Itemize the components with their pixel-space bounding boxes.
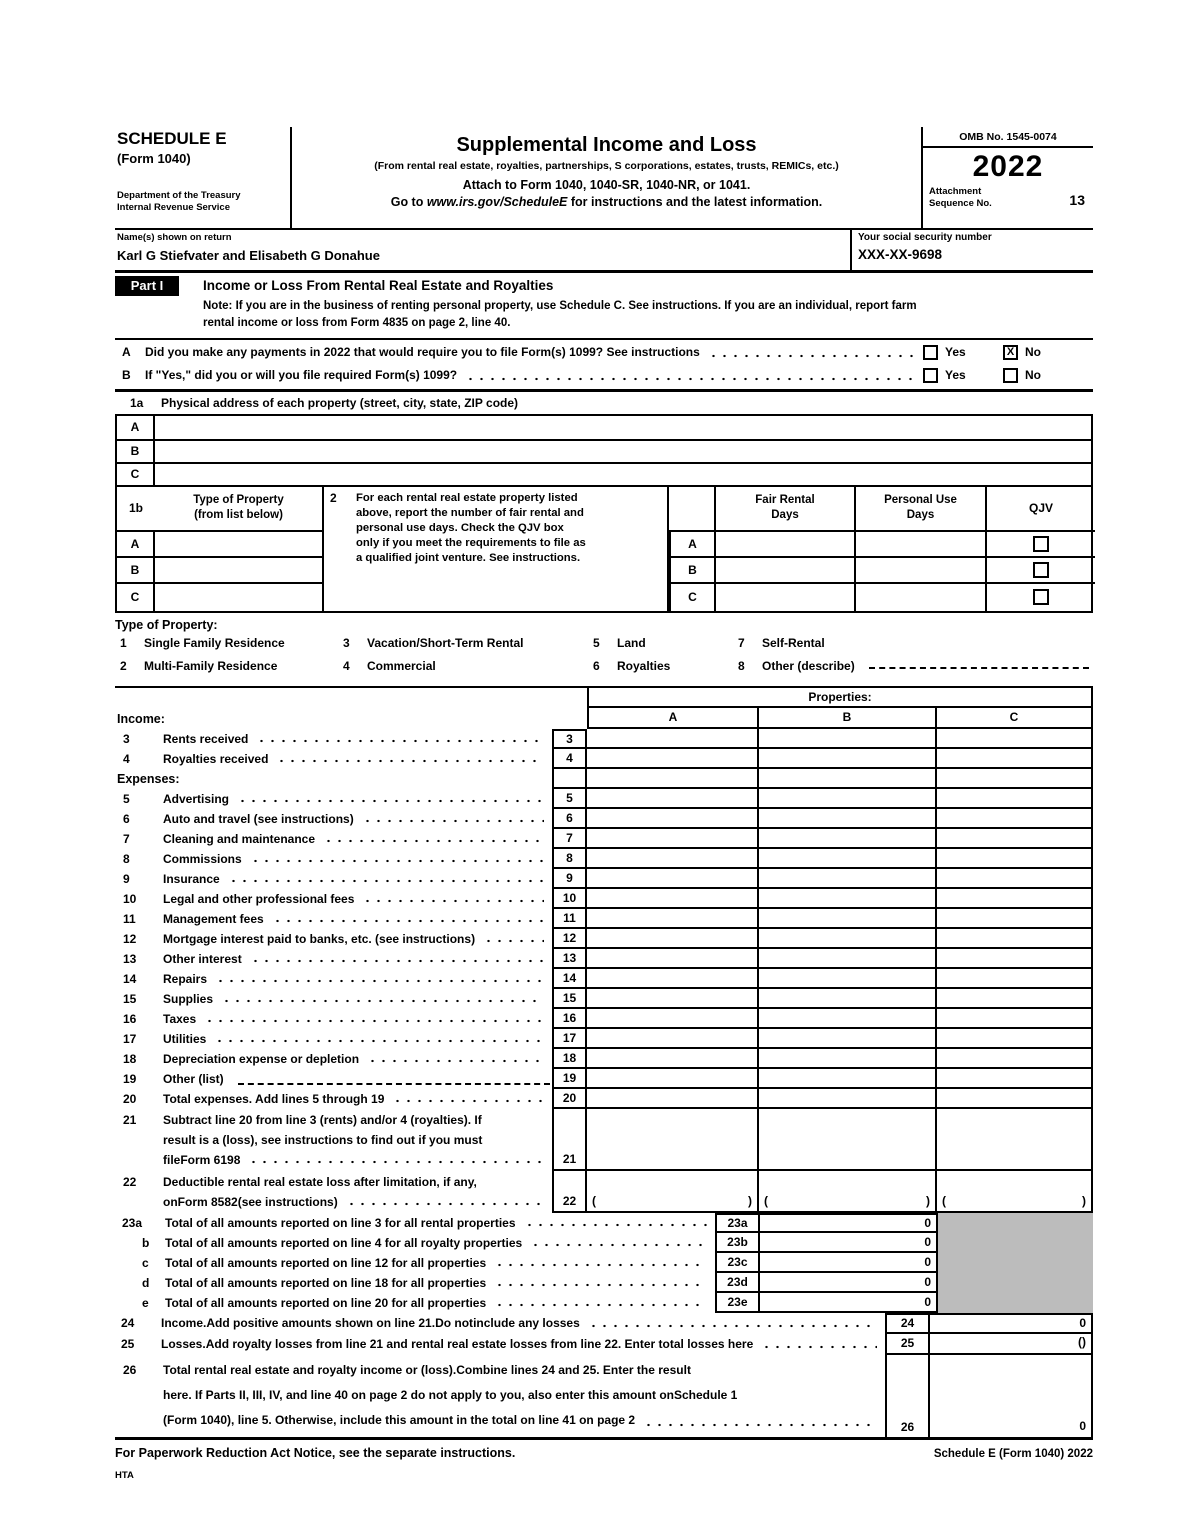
line-label: d Total of all amounts reported on line 18 for all properties	[115, 1273, 715, 1293]
property-row-letter: A	[117, 532, 155, 558]
line20-a-input[interactable]	[587, 1089, 757, 1109]
address-b-input[interactable]	[155, 441, 1091, 462]
line-number-box: 3	[552, 729, 587, 749]
line17-b-input[interactable]	[757, 1029, 935, 1049]
questions-block	[115, 340, 1093, 392]
line-label: 3 Rents received	[115, 729, 552, 749]
type-b-input[interactable]	[155, 558, 322, 584]
line-label: 8 Commissions	[115, 849, 552, 869]
line16-b-input[interactable]	[757, 1009, 935, 1029]
line13-a-input[interactable]	[587, 949, 757, 969]
legend-item: 3 Vacation/Short-Term Rental	[343, 635, 524, 650]
total-23a-value: 0	[760, 1213, 938, 1233]
line1b-number: 1b	[117, 487, 155, 532]
line6-b-input[interactable]	[757, 809, 935, 829]
type-legend	[115, 613, 1093, 688]
part1-badge: Part I	[115, 276, 179, 296]
line18-c-input[interactable]	[935, 1049, 1093, 1069]
line15-a-input[interactable]	[587, 989, 757, 1009]
line-label: 12 Mortgage interest paid to banks, etc. (see instructions)	[115, 929, 552, 949]
properties-table	[115, 688, 1093, 1213]
line1a-header	[115, 392, 1093, 416]
table-row	[117, 416, 1091, 439]
line-label: 20 Total expenses. Add lines 5 through 19	[115, 1089, 552, 1109]
tax-year: 2022	[972, 150, 1044, 183]
type-of-property-header: Type of Property (from list below)	[155, 487, 322, 532]
line-number-box: 23b	[715, 1233, 760, 1253]
schedule-label: SCHEDULE E	[117, 129, 227, 148]
line-number-box: 25	[885, 1334, 930, 1355]
line-number-box: 22	[552, 1171, 587, 1213]
spacer-cell	[935, 769, 1093, 789]
line14-a-input[interactable]	[587, 969, 757, 989]
line19-c-input[interactable]	[935, 1069, 1093, 1089]
line24-value: 0	[930, 1313, 1093, 1334]
goto-instruction: Go to www.irs.gov/ScheduleE for instructions and the latest information.	[390, 195, 823, 209]
spacer-cell	[757, 769, 935, 789]
line19-a-input[interactable]	[587, 1069, 757, 1089]
address-row-letter: B	[117, 441, 155, 462]
line-number-box: 23d	[715, 1273, 760, 1293]
line-number-box: 15	[552, 989, 587, 1009]
line-number-box: 10	[552, 889, 587, 909]
column-a-header: A	[587, 708, 757, 729]
line-number-box: 8	[552, 849, 587, 869]
line14-b-input[interactable]	[757, 969, 935, 989]
line21-b-input[interactable]	[757, 1109, 935, 1171]
legend-item: 6 Royalties	[593, 658, 671, 673]
line20-c-input[interactable]	[935, 1089, 1093, 1109]
other-describe-input[interactable]	[869, 667, 1089, 669]
line6-a-input[interactable]	[587, 809, 757, 829]
type-a-input[interactable]	[155, 532, 322, 558]
line-number-box: 14	[552, 969, 587, 989]
totals-24-26-table	[115, 1313, 1093, 1440]
qjv-header: QJV	[985, 487, 1095, 532]
line9-a-input[interactable]	[587, 869, 757, 889]
qjv-checkbox-a[interactable]	[1033, 536, 1049, 552]
line-label: b Total of all amounts reported on line 4 for all royalty properties	[115, 1233, 715, 1253]
line8-b-input[interactable]	[757, 849, 935, 869]
total-23e-value: 0	[760, 1293, 938, 1313]
line-number-box: 24	[885, 1313, 930, 1334]
line-label: e Total of all amounts reported on line 20 for all properties	[115, 1293, 715, 1313]
yes-checkbox-b[interactable]	[923, 368, 938, 383]
line17-a-input[interactable]	[587, 1029, 757, 1049]
line-label: 5 Advertising	[115, 789, 552, 809]
line-number-box: 20	[552, 1089, 587, 1109]
line22-c-input[interactable]: ( )	[935, 1171, 1093, 1213]
part1-header	[115, 274, 1093, 297]
line3-c-input[interactable]	[935, 729, 1093, 749]
qjv-cell	[985, 584, 1095, 611]
line12-a-input[interactable]	[587, 929, 757, 949]
line17-c-input[interactable]	[935, 1029, 1093, 1049]
line-number-box: 16	[552, 1009, 587, 1029]
spacer-cell	[587, 769, 757, 789]
legend-item: 8 Other (describe)	[738, 659, 1091, 673]
line-number-box: 9	[552, 869, 587, 889]
hta-mark: HTA	[115, 1469, 134, 1481]
address-row-letter: C	[117, 464, 155, 485]
line1a-number: 1a	[130, 395, 144, 410]
line22-b-input[interactable]: ( )	[757, 1171, 935, 1213]
line-label: 4 Royalties received	[115, 749, 552, 769]
fair-rental-days-b-input[interactable]	[714, 558, 854, 584]
line15-b-input[interactable]	[757, 989, 935, 1009]
line24-label: 24 Income. Add positive amounts shown on line 21. Do not include any losses	[115, 1313, 885, 1334]
line10-a-input[interactable]	[587, 889, 757, 909]
line-number-box	[552, 769, 587, 789]
spacer-cell	[669, 487, 714, 532]
line-label: 23a Total of all amounts reported on line 3 for all rental properties	[115, 1213, 715, 1233]
paperwork-notice: For Paperwork Reduction Act Notice, see the separate instructions.	[115, 1445, 516, 1460]
personal-use-days-header: Personal Use Days	[854, 487, 985, 532]
total-23b-value: 0	[760, 1233, 938, 1253]
sequence-number: 13	[1069, 192, 1085, 209]
line9-c-input[interactable]	[935, 869, 1093, 889]
line-number-box: 12	[552, 929, 587, 949]
line-label: 10 Legal and other professional fees	[115, 889, 552, 909]
form-title-block	[292, 127, 921, 228]
totals-23-table	[115, 1213, 1093, 1313]
property-row-letter: C	[669, 584, 714, 611]
line-label: 17 Utilities	[115, 1029, 552, 1049]
form-id-block	[115, 127, 292, 228]
line-number-box: 6	[552, 809, 587, 829]
line4-b-input[interactable]	[757, 749, 935, 769]
line-number-box: 18	[552, 1049, 587, 1069]
line-label: 11 Management fees	[115, 909, 552, 929]
line1a-label: Physical address of each property (street, city, state, ZIP code)	[161, 395, 519, 410]
form-title: Supplemental Income and Loss	[456, 134, 757, 156]
line25-label: 25 Losses. Add royalty losses from line 21 and rental real estate losses from line 22. Enter total losses here	[115, 1334, 885, 1355]
line11-b-input[interactable]	[757, 909, 935, 929]
line3-a-input[interactable]	[587, 729, 757, 749]
type-c-input[interactable]	[155, 584, 322, 611]
line-label: 9 Insurance	[115, 869, 552, 889]
column-b-header: B	[757, 708, 935, 729]
form-footer	[115, 1446, 1093, 1460]
question-b-row	[115, 364, 1093, 387]
line6-c-input[interactable]	[935, 809, 1093, 829]
properties-header: Properties:	[587, 688, 1093, 708]
attach-instruction: Attach to Form 1040, 1040-SR, 1040-NR, or 1041.	[462, 178, 751, 192]
line1b-table	[115, 487, 1093, 613]
question-a-no: X No	[1003, 345, 1065, 360]
question-a-letter: A	[122, 345, 131, 359]
property-row-letter: B	[117, 558, 155, 584]
ssn-label: Your social security number	[858, 232, 992, 243]
line11-a-input[interactable]	[587, 909, 757, 929]
line-number-box: 23a	[715, 1213, 760, 1233]
line9-b-input[interactable]	[757, 869, 935, 889]
ssn-block	[850, 230, 1093, 270]
column-c-header: C	[935, 708, 1093, 729]
line4-a-input[interactable]	[587, 749, 757, 769]
line4-c-input[interactable]	[935, 749, 1093, 769]
attachment-sequence: Attachment Sequence No. 13	[929, 186, 1085, 209]
line19-b-input[interactable]	[757, 1069, 935, 1089]
line26-value: 0	[930, 1355, 1093, 1437]
line7-a-input[interactable]	[587, 829, 757, 849]
total-23d-value: 0	[760, 1273, 938, 1293]
line10-b-input[interactable]	[757, 889, 935, 909]
question-b-yes: Yes	[923, 368, 1003, 383]
dot-leader	[708, 341, 915, 364]
yes-checkbox-a[interactable]	[923, 345, 938, 360]
line-number-box: 23c	[715, 1253, 760, 1273]
line-number-box: 11	[552, 909, 587, 929]
expenses-section-label: Expenses:	[117, 771, 180, 786]
total-23c-value: 0	[760, 1253, 938, 1273]
line21-label: 21 Subtract line 20 from line 3 (rents) and/or 4 (royalties). If result is a (loss), see instructions to find out if you must file Form 6198	[115, 1109, 552, 1171]
line13-c-input[interactable]	[935, 949, 1093, 969]
legend-title: Type of Property:	[115, 617, 218, 632]
personal-use-days-a-input[interactable]	[854, 532, 985, 558]
taxpayer-name[interactable]: Karl G Stiefvater and Elisabeth G Donahue	[117, 248, 380, 263]
line-number-box: 13	[552, 949, 587, 969]
address-c-input[interactable]	[155, 464, 1091, 485]
table-row	[117, 439, 1091, 462]
line-label: 6 Auto and travel (see instructions)	[115, 809, 552, 829]
line-label: c Total of all amounts reported on line 12 for all properties	[115, 1253, 715, 1273]
qjv-checkbox-b[interactable]	[1033, 562, 1049, 578]
line-label: 16 Taxes	[115, 1009, 552, 1029]
name-block	[115, 230, 850, 270]
line5-b-input[interactable]	[757, 789, 935, 809]
line18-b-input[interactable]	[757, 1049, 935, 1069]
line-label: 15 Supplies	[115, 989, 552, 1009]
line7-b-input[interactable]	[757, 829, 935, 849]
legend-item: 5 Land	[593, 635, 646, 650]
line15-c-input[interactable]	[935, 989, 1093, 1009]
part1-note: Note: If you are in the business of renting personal property, use Schedule C. See instructions. If you are an individual, report farm rental income or loss from Form 4835 on page 2, line 40.	[115, 297, 1093, 340]
fair-rental-days-a-input[interactable]	[714, 532, 854, 558]
omb-number: OMB No. 1545-0074	[923, 127, 1093, 148]
line22-a-input[interactable]: ( )	[587, 1171, 757, 1213]
line26-label: 26 Total rental real estate and royalty income or (loss). Combine lines 24 and 25. Enter the result here. If Parts II, III, IV, and line 40 on page 2 do not apply to you, also enter this amount on Schedule 1 (Form 1040) , line 5. Otherwise, include this amount in the total on line 41 on page 2	[115, 1355, 885, 1437]
property-row-letter: A	[669, 532, 714, 558]
line16-c-input[interactable]	[935, 1009, 1093, 1029]
form-footer-id: Schedule E (Form 1040) 2022	[933, 1447, 1093, 1460]
qjv-cell	[985, 532, 1095, 558]
ssn-value[interactable]: XXX-XX-9698	[858, 247, 943, 262]
legend-item: 2 Multi-Family Residence	[120, 658, 278, 673]
no-checkbox-b[interactable]	[1003, 368, 1018, 383]
line22-label: 22 Deductible rental real estate loss after limitation, if any, on Form 8582 (see instructions)	[115, 1171, 552, 1213]
fair-rental-days-header: Fair Rental Days	[714, 487, 854, 532]
form-number: (Form 1040)	[117, 151, 191, 166]
line10-c-input[interactable]	[935, 889, 1093, 909]
property-row-letter: C	[117, 584, 155, 611]
question-b-text: If "Yes," did you or will you file required Form(s) 1099?	[145, 368, 458, 382]
question-a-text: Did you make any payments in 2022 that would require you to file Form(s) 1099? See instructions	[145, 345, 700, 359]
line-number-box: 21	[552, 1109, 587, 1171]
line-number-box: 17	[552, 1029, 587, 1049]
question-a-yes: Yes	[923, 345, 1003, 360]
line2-instructions: 2 For each rental real estate property listed above, report the number of fair rental and personal use days. Check the QJV box only if you meet the requirements to file as a qualified joint venture. See instructions.	[322, 487, 669, 611]
line12-b-input[interactable]	[757, 929, 935, 949]
line12-c-input[interactable]	[935, 929, 1093, 949]
line-label: 13 Other interest	[115, 949, 552, 969]
line7-c-input[interactable]	[935, 829, 1093, 849]
shaded-area	[938, 1213, 1093, 1313]
line13-b-input[interactable]	[757, 949, 935, 969]
line16-a-input[interactable]	[587, 1009, 757, 1029]
line18-a-input[interactable]	[587, 1049, 757, 1069]
line21-c-input[interactable]	[935, 1109, 1093, 1171]
form-header	[115, 127, 1093, 230]
form-subtitle: (From rental real estate, royalties, partnerships, S corporations, estates, trusts, REMICs, etc.)	[374, 160, 839, 172]
irs-url: www.irs.gov/ScheduleE	[426, 195, 568, 209]
line14-c-input[interactable]	[935, 969, 1093, 989]
qjv-checkbox-c[interactable]	[1033, 589, 1049, 605]
name-label: Name(s) shown on return	[117, 232, 232, 243]
line5-a-input[interactable]	[587, 789, 757, 809]
dot-leader	[465, 364, 915, 387]
personal-use-days-c-input[interactable]	[854, 584, 985, 611]
table-row	[117, 462, 1091, 485]
address-a-input[interactable]	[155, 416, 1091, 439]
agency-label: Department of the Treasury Internal Revenue Service	[117, 190, 241, 214]
line-label: 14 Repairs	[115, 969, 552, 989]
line8-a-input[interactable]	[587, 849, 757, 869]
line-number-box: 4	[552, 749, 587, 769]
line-number-box: 5	[552, 789, 587, 809]
no-checkbox-a[interactable]	[1003, 345, 1018, 360]
line5-c-input[interactable]	[935, 789, 1093, 809]
line-number-box: 19	[552, 1069, 587, 1089]
line3-b-input[interactable]	[757, 729, 935, 749]
line8-c-input[interactable]	[935, 849, 1093, 869]
income-section-label: Income:	[117, 711, 165, 726]
omb-block	[921, 127, 1093, 228]
qjv-cell	[985, 558, 1095, 584]
line-label: 7 Cleaning and maintenance	[115, 829, 552, 849]
address-row-letter: A	[117, 416, 155, 439]
line-label: 19 Other (list)	[115, 1069, 552, 1089]
line19-other-input[interactable]	[238, 1083, 550, 1085]
line11-c-input[interactable]	[935, 909, 1093, 929]
question-b-letter: B	[122, 368, 131, 382]
line-number-box: 7	[552, 829, 587, 849]
fair-rental-days-c-input[interactable]	[714, 584, 854, 611]
legend-item: 4 Commercial	[343, 658, 436, 673]
question-b-no: No	[1003, 368, 1065, 383]
part1-heading: Income or Loss From Rental Real Estate and Royalties	[203, 278, 554, 293]
question-a-row	[115, 341, 1093, 364]
line20-b-input[interactable]	[757, 1089, 935, 1109]
legend-item: 1 Single Family Residence	[120, 635, 285, 650]
property-row-letter: B	[669, 558, 714, 584]
taxpayer-row	[115, 230, 1093, 273]
x-mark: X	[1006, 346, 1015, 358]
line21-a-input[interactable]	[587, 1109, 757, 1171]
legend-item: 7 Self-Rental	[738, 635, 825, 650]
line25-value: ( )	[930, 1334, 1093, 1355]
address-table	[115, 416, 1093, 487]
line-number-box: 23e	[715, 1293, 760, 1313]
line-label: 18 Depreciation expense or depletion	[115, 1049, 552, 1069]
line-number-box: 26	[885, 1355, 930, 1437]
personal-use-days-b-input[interactable]	[854, 558, 985, 584]
